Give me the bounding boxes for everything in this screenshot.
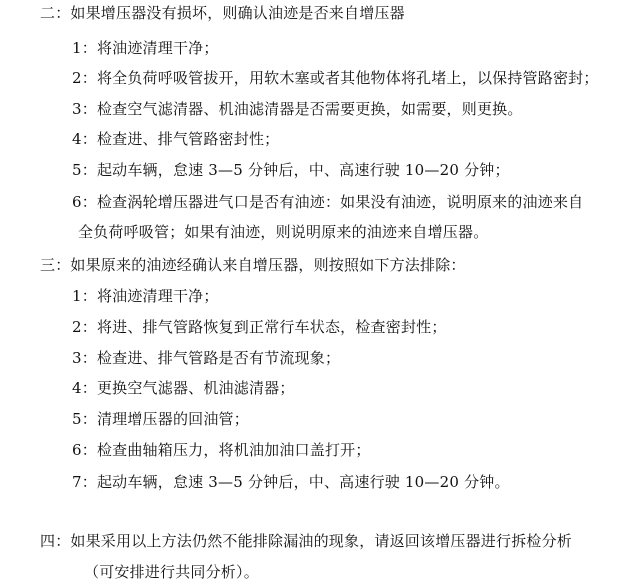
section-heading-2: 二：如果增压器没有损坏，则确认油迹是否来自增压器 bbox=[40, 4, 405, 22]
list-item: 5：起动车辆，怠速 3—5 分钟后，中、高速行驶 10—20 分钟； bbox=[72, 161, 510, 179]
list-item: 1：将油迹清理干净； bbox=[72, 287, 219, 305]
list-item: 3：检查空气滤清器、机油滤清器是否需要更换，如需要，则更换。 bbox=[72, 100, 523, 118]
list-item: 4：更换空气滤器、机油滤清器； bbox=[72, 379, 295, 397]
list-item: 2：将全负荷呼吸管拔开，用软木塞或者其他物体将孔堵上，以保持管路密封； bbox=[72, 69, 599, 87]
list-item: 6：检查涡轮增压器进气口是否有油迹：如果没有油迹，说明原来的油迹来自 bbox=[72, 193, 584, 211]
list-item: 1：将油迹清理干净； bbox=[72, 39, 219, 57]
list-item: 7：起动车辆，怠速 3—5 分钟后，中、高速行驶 10—20 分钟。 bbox=[72, 473, 510, 491]
list-item: 3：检查进、排气管路是否有节流现象； bbox=[72, 349, 341, 367]
section-heading-4-continuation: （可安排进行共同分析）。 bbox=[84, 563, 259, 581]
list-item: 4：检查进、排气管路密封性； bbox=[72, 130, 280, 148]
list-item: 2：将进、排气管路恢复到正常行车状态，检查密封性； bbox=[72, 318, 447, 336]
list-item-continuation: 全负荷呼吸管；如果有油迹，则说明原来的油迹来自增压器。 bbox=[78, 223, 489, 241]
list-item: 6：检查曲轴箱压力，将机油加油口盖打开； bbox=[72, 441, 371, 459]
section-heading-3: 三：如果原来的油迹经确认来自增压器，则按照如下方法排除： bbox=[40, 256, 466, 274]
list-item: 5：清理增压器的回油管； bbox=[72, 410, 249, 428]
section-heading-4: 四：如果采用以上方法仍然不能排除漏油的现象，请返回该增压器进行拆检分析 bbox=[40, 532, 573, 550]
